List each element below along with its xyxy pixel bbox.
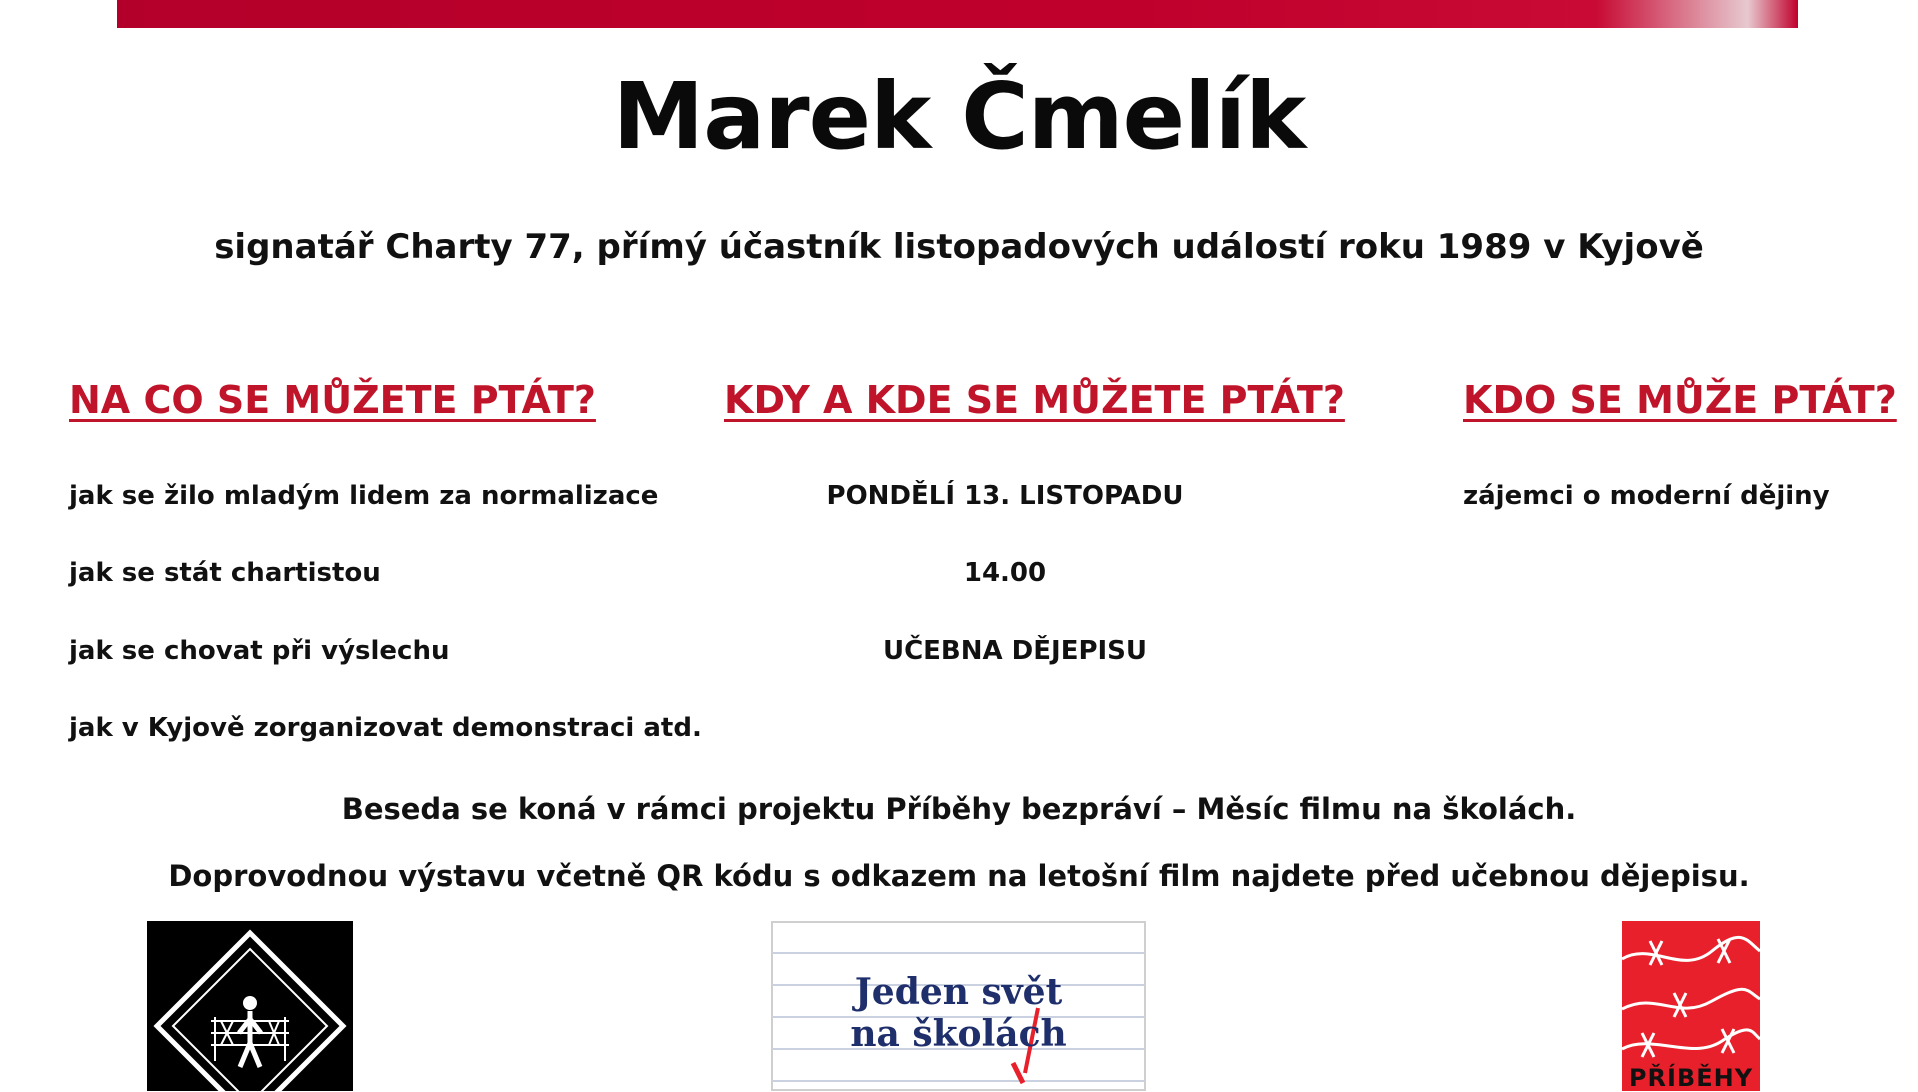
page-subtitle: signatář Charty 77, přímý účastník listopadových událostí roku 1989 v Kyjově — [214, 227, 1704, 267]
topic-item: jak v Kyjově zorganizovat demonstraci atd. — [69, 713, 702, 743]
topic-item: jak se žilo mladým lidem za normalizace — [69, 481, 659, 511]
event-date: PONDĚLÍ 13. LISTOPADU — [826, 481, 1184, 511]
event-place: UČEBNA DĚJEPISU — [882, 636, 1148, 666]
pribehy-label: PŘÍBĚHY — [1628, 1064, 1754, 1092]
jeden-svet-na-skolach-logo — [771, 921, 1146, 1091]
clovek-v-tisni-emblem-icon — [147, 921, 353, 1091]
footer-line-project: Beseda se koná v rámci projektu Příběhy bezpráví – Měsíc filmu na školách. — [341, 792, 1577, 826]
heading-when-where: KDY A KDE SE MŮŽETE PTÁT? — [724, 378, 1345, 422]
topic-item: jak se chovat při výslechu — [69, 636, 450, 666]
jeden-svet-line2: na školách — [850, 1013, 1067, 1055]
page-title: Marek Čmelík — [612, 63, 1306, 170]
heading-who: KDO SE MŮŽE PTÁT? — [1463, 378, 1897, 422]
jeden-svet-line1: Jeden svět — [854, 971, 1063, 1013]
heading-what: NA CO SE MŮŽETE PTÁT? — [69, 378, 596, 422]
footer-line-exhibition: Doprovodnou výstavu včetně QR kódu s odkazem na letošní film najdete před učebnou dějepisu. — [168, 859, 1750, 893]
topic-item: jak se stát chartistou — [69, 558, 381, 588]
top-accent-bar — [117, 0, 1798, 28]
audience-item: zájemci o moderní dějiny — [1463, 481, 1830, 511]
clovek-v-tisni-logo — [147, 921, 353, 1091]
event-time: 14.00 — [963, 558, 1047, 588]
